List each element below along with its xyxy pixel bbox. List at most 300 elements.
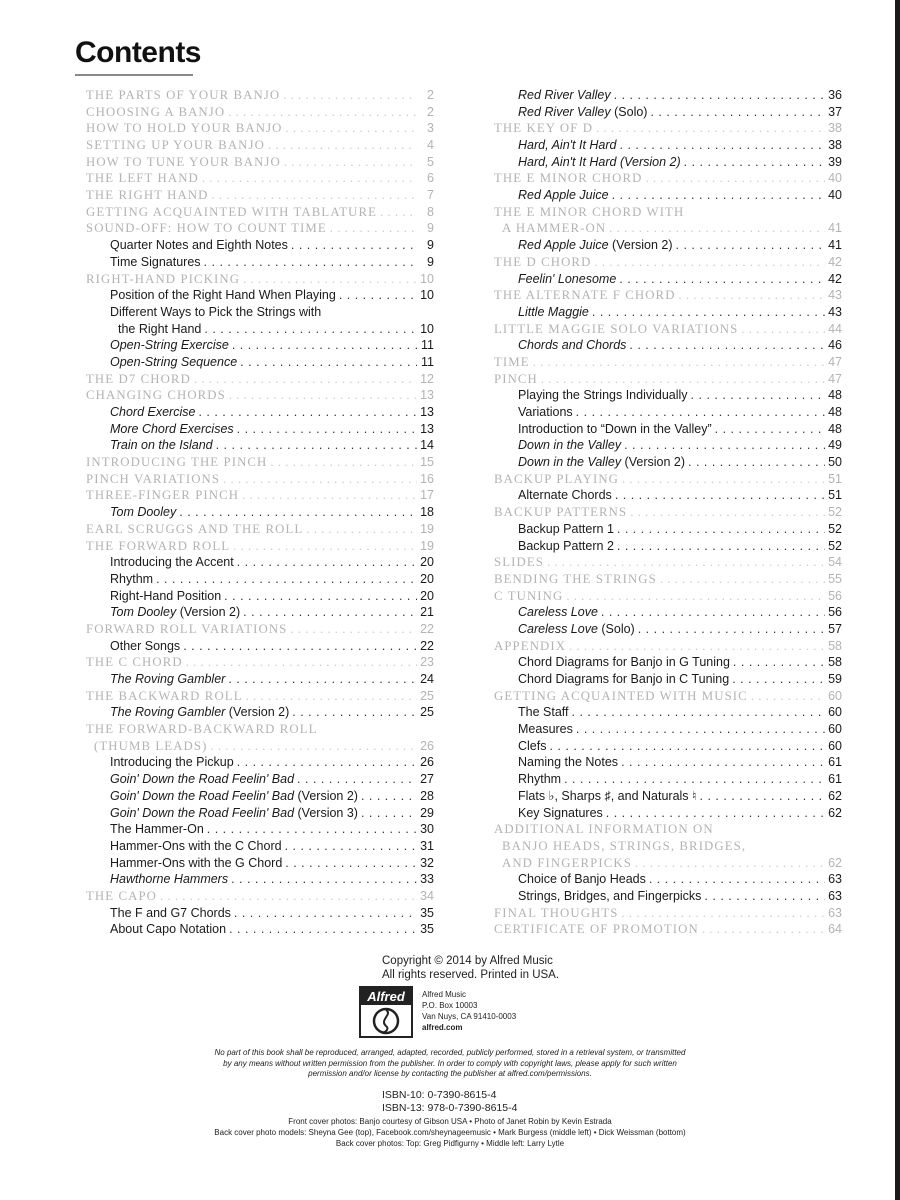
leader-dots [297,771,417,788]
leader-dots [233,538,417,555]
isbn-block [382,1089,517,1115]
toc-page-number: 62 [828,855,842,870]
toc-entry-text: Little Maggie [518,304,589,319]
copyright-block [382,954,559,982]
toc-page-number: 46 [828,338,842,353]
photo-credits [120,1116,780,1149]
toc-entry-title [518,237,673,254]
leader-dots [621,755,825,772]
toc-entry-text: CERTIFICATE OF PROMOTION [494,922,699,937]
toc-entry [86,588,434,605]
toc-entry-text: THE FORWARD-BACKWARD ROLL [86,722,318,737]
copyright-line: Copyright © 2014 by Alfred Music [382,955,553,967]
toc-entry-text: SLIDES [494,555,544,570]
toc-entry [494,137,842,154]
toc-entry-text: THE LEFT HAND [86,171,199,186]
toc-entry-title [86,471,220,488]
toc-entry-title [110,671,225,688]
toc-heading [494,287,842,304]
toc-entry [86,354,434,371]
toc-entry [86,287,434,304]
isbn-10: ISBN-10: 0-7390-8615-4 [382,1089,497,1101]
toc-page-number: 16 [420,471,434,486]
toc-entry [494,654,842,671]
leader-dots [619,271,825,288]
leader-dots [284,154,417,171]
toc-entry-text: THE PARTS OF YOUR BANJO [86,87,281,102]
toc-heading [494,855,842,872]
toc-entry-text: THE RIGHT HAND [86,188,209,203]
toc-entry-text: Backup Pattern 2 [518,538,614,553]
toc-entry [494,337,842,354]
toc-entry-text: Naming the Notes [518,755,619,770]
leader-dots [285,838,417,855]
toc-entry-title [110,805,358,822]
toc-entry-title [494,371,538,388]
toc-heading [86,738,434,755]
toc-entry [494,788,842,805]
toc-entry-title [518,187,609,204]
toc-entry-text: Hard, Ain't It Hard [518,138,617,153]
leader-dots [549,738,825,755]
title-underline [75,74,193,76]
leader-dots [564,771,825,788]
leader-dots [223,471,417,488]
toc-entry-text: the Right Hand [118,321,202,336]
toc-entry-text: Backup Pattern 1 [518,521,614,536]
toc-entry-text: Careless Love [518,605,598,620]
leader-dots [566,588,825,605]
toc-page-number: 51 [828,471,842,486]
toc-entry-title [110,704,289,721]
leader-dots [741,321,825,338]
toc-heading [494,221,842,238]
toc-page-number: 33 [420,872,434,887]
leader-dots [286,120,418,137]
toc-page-number: 27 [420,772,434,787]
toc-entry-text: Train on the Island [110,438,213,453]
toc-page-number: 37 [828,104,842,119]
toc-page-number: 34 [420,888,434,903]
toc-page-number: 22 [420,638,434,653]
toc-entry-title [110,755,234,772]
leader-dots [676,237,826,254]
toc-entry-title [518,488,612,505]
toc-page-number: 42 [828,271,842,286]
toc-entry-title [518,271,616,288]
toc-entry [494,755,842,772]
toc-entry-text: RIGHT-HAND PICKING [86,271,241,286]
toc-entry-text: SETTING UP YOUR BANJO [86,138,265,153]
treble-clef-icon [367,1006,405,1036]
toc-heading [86,521,434,538]
leader-dots [622,471,825,488]
toc-entry-text: Hawthorne Hammers [110,872,229,887]
toc-page-number: 36 [828,87,842,102]
toc-entry-text: TIME [494,354,530,369]
toc-entry-text: HOW TO TUNE YOUR BANJO [86,154,281,169]
leader-dots [198,404,417,421]
toc-heading [494,354,842,371]
toc-entry-title [86,521,303,538]
toc-entry-text: Open-String Exercise [110,338,229,353]
toc-entry [494,738,842,755]
leader-dots [601,604,825,621]
toc-entry-suffix: (Version 3) [294,805,358,820]
toc-entry [86,421,434,438]
toc-page-number: 38 [828,138,842,153]
toc-entry-text: APPENDIX [494,638,567,653]
address-line: Alfred Music [422,990,467,999]
toc-page-number: 58 [828,655,842,670]
toc-page-number: 62 [828,805,842,820]
toc-entry [494,888,842,905]
toc-entry-title [86,154,281,171]
leader-dots [635,855,825,872]
toc-entry-text: More Chord Exercises [110,421,234,436]
toc-entry-text: Down in the Valley [518,438,622,453]
toc-right-column [494,87,842,938]
toc-page-number: 39 [828,154,842,169]
leader-dots [620,137,826,154]
toc-heading [86,888,434,905]
toc-entry-title [518,154,681,171]
leader-dots [704,888,825,905]
toc-entry [494,404,842,421]
toc-entry-title [518,604,598,621]
toc-entry-text: Key Signatures [518,805,603,820]
toc-entry-title [110,871,228,888]
toc-entry-text: Chord Diagrams for Banjo in C Tuning [518,672,730,687]
toc-heading [86,387,434,404]
toc-heading [494,204,842,221]
toc-entry [86,905,434,922]
leader-dots [216,437,417,454]
toc-entry-text: BACKUP PLAYING [494,471,620,486]
toc-entry [86,855,434,872]
toc-page-number: 49 [828,438,842,453]
leader-dots [684,154,825,171]
leader-dots [202,170,417,187]
leader-dots [204,321,417,338]
toc-heading [494,588,842,605]
toc-entry-text: SOUND-OFF: HOW TO COUNT TIME [86,221,327,236]
toc-entry-title [86,387,226,404]
toc-heading [494,688,842,705]
leader-dots [688,454,825,471]
toc-entry-title [502,838,746,855]
leader-dots [733,654,825,671]
leader-dots [237,755,417,772]
toc-entry-title [502,855,632,872]
logo-wordmark: Alfred [361,988,411,1005]
leader-dots [237,421,417,438]
toc-entry-title [110,588,221,605]
toc-entry [494,538,842,555]
toc-entry-title [518,337,626,354]
toc-entry [86,321,434,338]
toc-entry-text: The F and G7 Chords [110,905,231,920]
toc-page-number: 47 [828,371,842,386]
toc-entry-suffix: (Version 2) [225,705,290,720]
toc-entry-text: Right-Hand Position [110,588,222,603]
toc-entry-title [518,621,635,638]
toc-heading [86,204,434,221]
leader-dots [194,371,417,388]
toc-entry-text: LITTLE MAGGIE SOLO VARIATIONS [494,321,739,336]
toc-heading [86,187,434,204]
leader-dots [629,337,825,354]
toc-entry-title [110,354,237,371]
toc-entry-title [518,738,546,755]
toc-entry-title [118,321,201,338]
toc-heading [494,838,842,855]
toc-heading [86,538,434,555]
toc-entry-title [518,104,647,121]
toc-page-number: 47 [828,354,842,369]
leader-dots [533,354,825,371]
toc-page-number: 60 [828,738,842,753]
toc-entry [494,421,842,438]
toc-heading [494,504,842,521]
toc-entry-text: Strings, Bridges, and Fingerpicks [518,888,702,903]
toc-entry-title [494,354,530,371]
toc-entry [494,805,842,822]
leader-dots [691,387,825,404]
toc-entry-text: ADDITIONAL INFORMATION ON [494,822,714,837]
toc-entry-title [494,921,699,938]
leader-dots [330,221,417,238]
toc-entry [86,871,434,888]
leader-dots [572,704,826,721]
leader-dots [183,638,417,655]
toc-entry-title [494,321,738,338]
toc-entry-text: Down in the Valley [518,455,622,470]
toc-page-number: 13 [420,405,434,420]
toc-heading [494,554,842,571]
leader-dots [624,437,825,454]
toc-page-number: 41 [828,221,842,236]
toc-entry-title [110,337,229,354]
toc-page-number: 26 [420,755,434,770]
toc-entry-title [494,821,714,838]
disclaimer-line: by any means without written permission from the publisher. In order to comply with copyright laws, please apply for such written [223,1058,677,1068]
toc-entry-text: Careless Love [518,621,598,636]
alfred-logo [359,986,413,1038]
toc-entry-title [518,654,730,671]
toc-page-number: 21 [420,605,434,620]
toc-page-number: 10 [420,321,434,336]
toc-entry-text: Feelin' Lonesome [518,271,617,286]
toc-page-number: 41 [828,238,842,253]
toc-page-number: 50 [828,455,842,470]
toc-entry [494,387,842,404]
toc-entry-title [94,738,207,755]
toc-page-number: 55 [828,571,842,586]
page-title: Contents [75,36,201,69]
toc-entry-title [518,788,697,805]
toc-heading [86,721,434,738]
toc-entry-title [86,271,240,288]
disclaimer-line: permission and/or license by contacting the publisher at alfred.com/permissions. [308,1069,592,1078]
leader-dots [243,604,417,621]
toc-entry [86,921,434,938]
toc-page-number: 9 [427,221,434,236]
toc-page-number: 40 [828,188,842,203]
toc-entry-text: The Roving Gambler [110,705,226,720]
toc-page-number: 40 [828,171,842,186]
toc-heading [494,638,842,655]
leader-dots [156,571,417,588]
toc-entry-title [110,921,226,938]
toc-page-number: 2 [427,87,434,102]
toc-page-number: 60 [828,688,842,703]
toc-heading [494,905,842,922]
address-line: P.O. Box 10003 [422,1001,478,1010]
toc-entry-title [86,654,183,671]
toc-page-number: 24 [420,672,434,687]
toc-entry-suffix: (Version 2) [176,605,241,620]
leader-dots [160,888,417,905]
toc-entry-title [86,888,157,905]
toc-entry-title [518,704,569,721]
toc-entry-suffix: (Version 2) [621,455,685,470]
toc-page-number: 38 [828,121,842,136]
toc-heading [494,921,842,938]
leader-dots [234,905,417,922]
toc-entry-text: GETTING ACQUAINTED WITH MUSIC [494,688,748,703]
toc-entry-title [494,287,676,304]
isbn-13: ISBN-13: 978-0-7390-8615-4 [382,1102,518,1114]
toc-entry [86,437,434,454]
toc-entry-text: Other Songs [110,638,181,653]
leader-dots [617,538,825,555]
toc-page-number: 63 [828,888,842,903]
toc-page-number: 8 [427,204,434,219]
leader-dots [751,688,825,705]
toc-entry-title [110,254,201,271]
toc-entry-title [110,821,204,838]
toc-page-number: 63 [828,872,842,887]
toc-entry [86,671,434,688]
leader-dots [228,104,417,121]
toc-page-number: 11 [421,338,434,353]
toc-entry-text: THE E MINOR CHORD WITH [494,204,685,219]
leader-dots [594,254,825,271]
leader-dots [231,871,417,888]
toc-entry-text: Goin' Down the Road Feelin' Bad [110,772,295,787]
leader-dots [306,521,417,538]
toc-entry-text: C TUNING [494,588,564,603]
toc-page-number: 29 [420,805,434,820]
toc-entry-text: Hard, Ain't It Hard (Version 2) [518,154,681,169]
leader-dots [638,621,825,638]
toc-entry-text: THE FORWARD ROLL [86,538,231,553]
toc-entry-title [86,104,225,121]
leader-dots [270,454,417,471]
toc-entry-title [494,504,627,521]
toc-page-number: 15 [420,455,434,470]
toc-entry-text: Quarter Notes and Eighth Notes [110,238,288,253]
toc-page-number: 61 [828,755,842,770]
leader-dots [179,504,417,521]
toc-entry-title [494,688,748,705]
toc-entry-title [86,621,287,638]
toc-entry-title [518,721,573,738]
leader-dots [268,137,417,154]
toc-heading [86,137,434,154]
toc-entry-title [518,137,617,154]
toc-entry-text: A HAMMER-ON [502,221,607,236]
leader-dots [650,104,825,121]
toc-page-number: 43 [828,304,842,319]
toc-entry-text: Chord Exercise [110,405,196,420]
toc-entry-title [110,905,231,922]
leader-dots [649,871,825,888]
toc-page-number: 9 [427,254,434,269]
toc-page-number: 30 [420,822,434,837]
address-line: Van Nuys, CA 91410-0003 [422,1012,517,1021]
toc-entry-title [518,771,561,788]
toc-entry-text: Position of the Right Hand When Playing [110,288,336,303]
leader-dots [617,521,825,538]
toc-entry-text: Measures [518,722,573,737]
leader-dots [228,671,417,688]
toc-entry-title [518,521,614,538]
leader-dots [229,387,417,404]
rights-line: All rights reserved. Printed in USA. [382,969,560,981]
toc-entry [86,571,434,588]
leader-dots [242,488,417,505]
toc-entry-title [518,755,618,772]
toc-entry [494,871,842,888]
toc-page-number: 31 [420,838,434,853]
toc-entry-text: Variations [518,405,573,420]
toc-page-number: 48 [828,388,842,403]
toc-entry-suffix: (Solo) [597,621,635,636]
toc-entry-text: Alternate Chords [518,488,612,503]
toc-entry-text: Rhythm [518,772,562,787]
toc-entry-text: FINAL THOUGHTS [494,905,619,920]
toc-page-number: 56 [828,588,842,603]
toc-entry [494,187,842,204]
toc-entry-text: (THUMB LEADS) [94,738,208,753]
toc-page-number: 22 [420,621,434,636]
toc-heading [86,154,434,171]
toc-entry-title [518,87,611,104]
toc-page-number: 2 [427,104,434,119]
toc-entry-title [518,421,712,438]
toc-entry-text: Red River Valley [518,87,611,102]
toc-entry-title [86,187,209,204]
toc-entry [494,521,842,538]
leader-dots [679,287,825,304]
leader-dots [361,788,417,805]
leader-dots [630,504,825,521]
toc-entry [86,755,434,772]
toc-heading [86,170,434,187]
leader-dots [243,271,417,288]
toc-entry [86,337,434,354]
toc-entry-text: Open-String Sequence [110,354,238,369]
toc-entry [86,604,434,621]
address-website: alfred.com [422,1023,463,1032]
toc-entry-text: Rhythm [110,571,154,586]
toc-page-number: 52 [828,538,842,553]
toc-entry-title [110,855,282,872]
toc-page-number: 4 [427,138,434,153]
toc-entry [494,87,842,104]
